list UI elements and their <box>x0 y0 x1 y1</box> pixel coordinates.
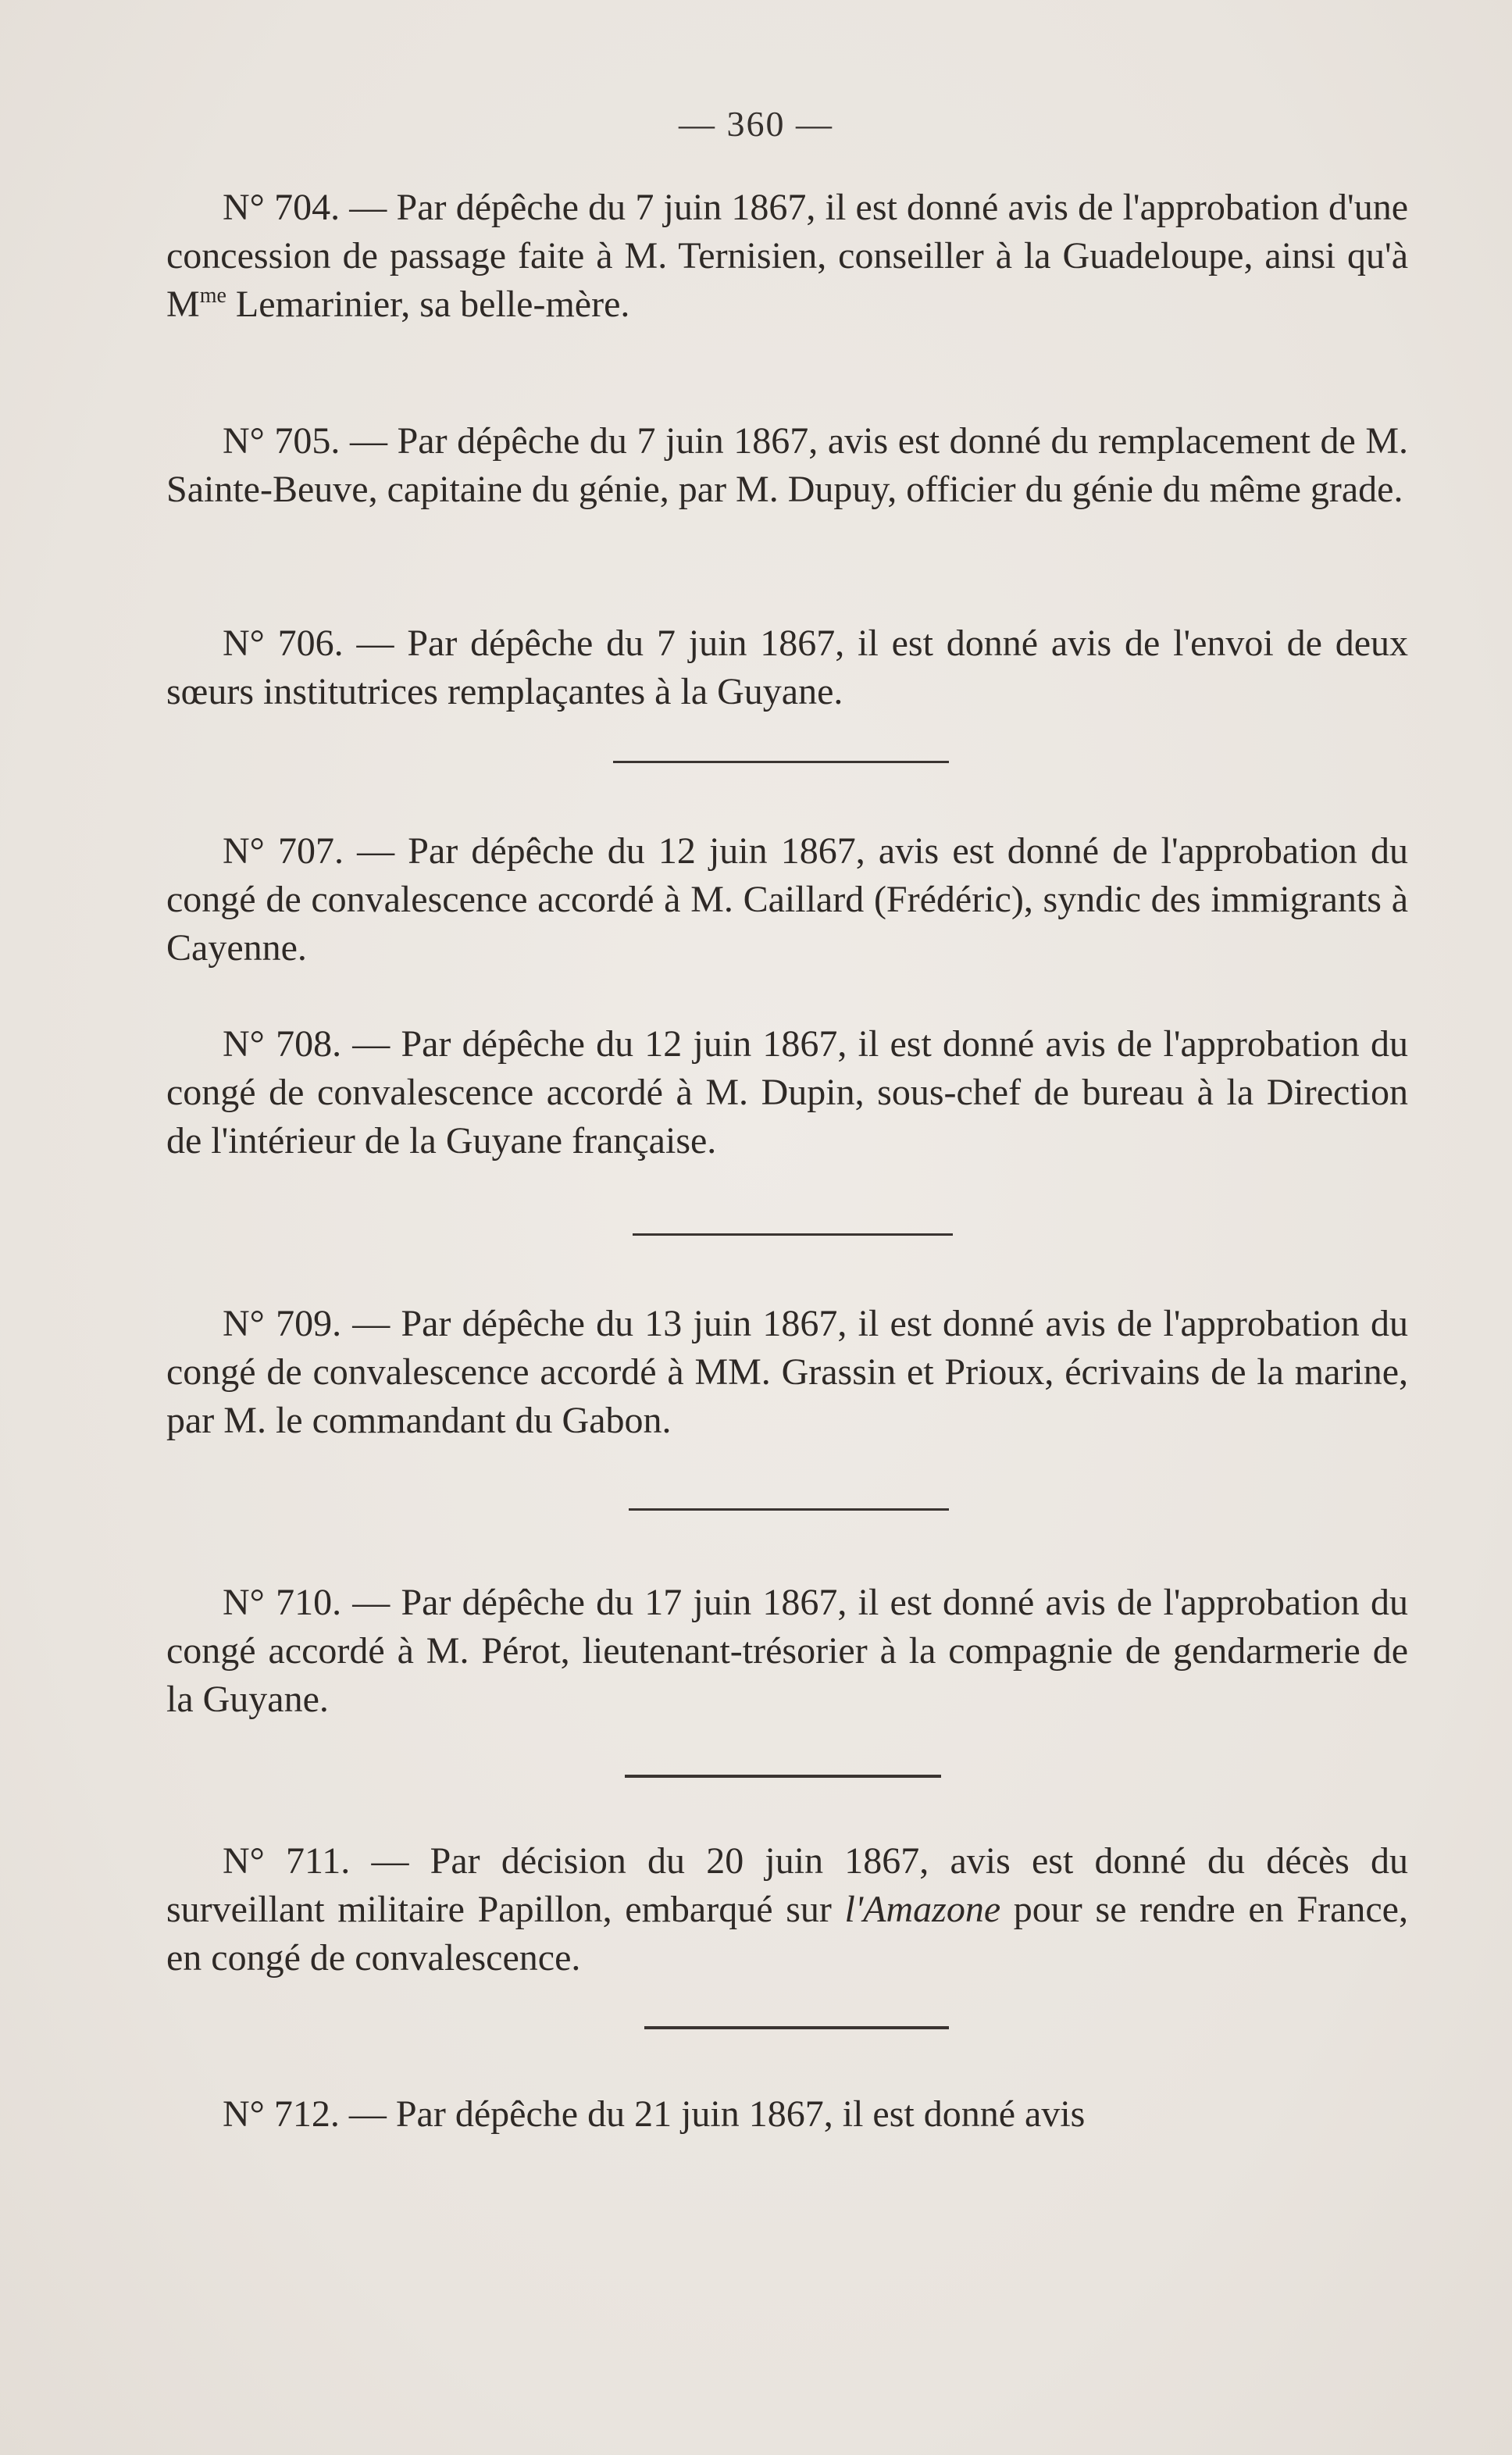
entry-number: N° 705. <box>223 420 341 462</box>
entry-708 <box>166 1020 1408 1165</box>
entry-707 <box>166 827 1408 972</box>
entry-number: N° 708. <box>223 1023 342 1065</box>
entry-number: N° 709. <box>223 1303 342 1344</box>
entry-text: — Par dépêche du 21 juin 1867, il est donné avis <box>339 2093 1086 2135</box>
entry-704 <box>166 184 1408 329</box>
entry-number: N° 704. <box>223 187 341 228</box>
entry-paragraph <box>166 1300 1408 1445</box>
entry-709 <box>166 1300 1408 1445</box>
separator-rule <box>613 761 949 763</box>
entry-paragraph <box>166 2090 1408 2139</box>
entry-text: — Par dépêche du 17 juin 1867, il est donné avis de l'approbation du congé accordé à M. Pérot, lieutenant-trésorier à la compagnie de gendarmerie de la Guyane. <box>166 1582 1409 1720</box>
entry-paragraph <box>166 1837 1408 1982</box>
separator-rule <box>644 2026 949 2029</box>
entry-text: — Par dépêche du 13 juin 1867, il est donné avis de l'approbation du congé de convalescence accordé à MM. Grassin et Prioux, écrivains de la marine, par M. le commandant du Gabon. <box>166 1303 1409 1441</box>
entry-number: N° 706. <box>223 623 344 664</box>
entry-number: N° 707. <box>223 830 344 872</box>
entry-paragraph <box>166 827 1408 972</box>
entry-superscript: me <box>199 284 226 308</box>
ship-name: l'Amazone <box>844 1889 1001 1930</box>
entry-text-end: Lemarinier, sa belle-mère. <box>226 284 630 325</box>
entry-number: N° 712. <box>223 2093 340 2135</box>
entry-text: — Par dépêche du 12 juin 1867, il est donné avis de l'approbation du congé de convalescence accordé à M. Dupin, sous-chef de bureau à la Direction de l'intérieur de la Guyane française. <box>166 1023 1409 1161</box>
entry-712 <box>166 2090 1408 2139</box>
separator-rule <box>629 1508 949 1511</box>
entry-text: — Par dépêche du 7 juin 1867, il est donné avis de l'envoi de deux sœurs institutrices remplaçantes à la Guyane. <box>166 623 1409 712</box>
entry-number: N° 710. <box>223 1582 342 1623</box>
entry-paragraph <box>166 1020 1408 1165</box>
entry-paragraph <box>166 184 1408 329</box>
separator-rule <box>625 1775 941 1778</box>
entry-text: — Par dépêche du 7 juin 1867, il est donné avis de l'approbation d'une concession de passage faite à M. Ternisien, conseiller à la Guadeloupe, ainsi qu'à M <box>166 187 1409 325</box>
entry-711 <box>166 1837 1408 1982</box>
entry-paragraph <box>166 1579 1408 1724</box>
entry-text: — Par dépêche du 12 juin 1867, avis est donné de l'approbation du congé de convalescence accordé à M. Caillard (Frédéric), syndic des immigrants à Cayenne. <box>166 830 1409 969</box>
page-number: — 360 — <box>679 104 833 144</box>
entry-text: — Par dépêche du 7 juin 1867, avis est donné du remplacement de M. Sainte-Beuve, capitaine du génie, par M. Dupuy, officier du génie du même grade. <box>166 420 1409 510</box>
entry-text: — Par décision du 20 juin 1867, avis est donné du décès du surveillant militaire Papillon, embarqué sur <box>166 1840 1409 1930</box>
entry-number: N° 711. <box>223 1840 351 1882</box>
entry-paragraph <box>166 619 1408 716</box>
entry-706 <box>166 619 1408 716</box>
entry-text-end: pour se rendre en France, en congé de convalescence. <box>166 1889 1408 1979</box>
entry-705 <box>166 417 1408 514</box>
entry-paragraph <box>166 417 1408 514</box>
separator-rule <box>633 1233 953 1236</box>
entry-710 <box>166 1579 1408 1724</box>
